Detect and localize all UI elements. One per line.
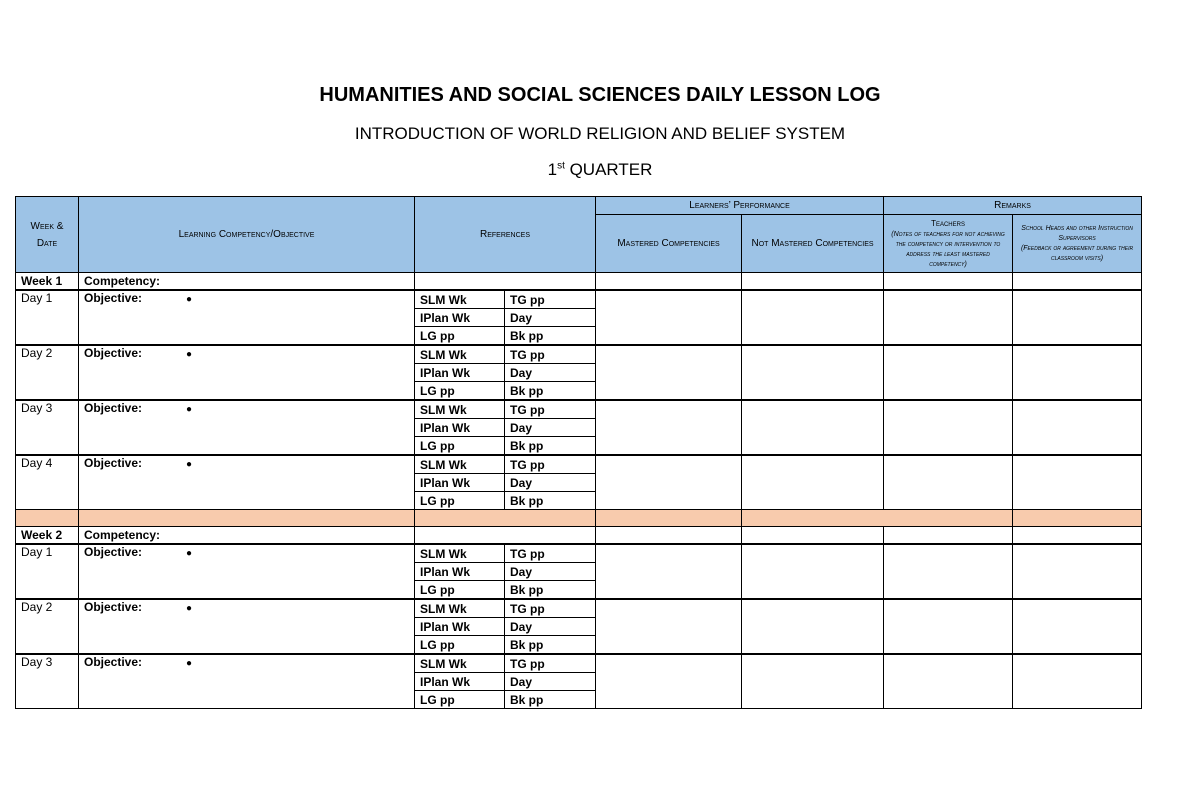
reference-lg: LG pp — [415, 437, 505, 456]
week-cell — [884, 527, 1013, 545]
reference-tg: TG pp — [505, 345, 596, 364]
objective-label: Objective: — [84, 655, 143, 669]
week-separator-row — [16, 510, 1142, 527]
day-row — [16, 400, 1142, 419]
objective-label: Objective: — [84, 600, 143, 614]
bullet-icon: ● — [186, 294, 193, 305]
day-row — [16, 599, 1142, 618]
objective-cell — [79, 455, 415, 510]
reference-bk: Bk pp — [505, 492, 596, 510]
day-label: Day 1 — [16, 290, 79, 345]
mastered-cell — [596, 290, 742, 345]
reference-day: Day — [505, 364, 596, 382]
mastered-cell — [596, 654, 742, 709]
header-not-mastered: Not Mastered Competencies — [742, 215, 884, 273]
objective-cell — [79, 654, 415, 709]
separator-cell — [16, 510, 79, 527]
reference-lg: LG pp — [415, 691, 505, 709]
week-cell — [415, 527, 596, 545]
week-cell — [884, 273, 1013, 291]
subject-title: INTRODUCTION OF WORLD RELIGION AND BELIEF SYSTEM — [354, 124, 846, 143]
bullet-icon: ● — [186, 603, 193, 614]
reference-bk: Bk pp — [505, 327, 596, 346]
mastered-cell — [596, 400, 742, 455]
week-label: Week 2 — [16, 527, 79, 545]
not-mastered-cell — [742, 654, 884, 709]
bullet-icon: ● — [186, 459, 193, 470]
teachers-cell — [884, 290, 1013, 345]
reference-day: Day — [505, 419, 596, 437]
reference-slm: SLM Wk — [415, 400, 505, 419]
not-mastered-cell — [742, 544, 884, 599]
reference-bk: Bk pp — [505, 382, 596, 401]
reference-slm: SLM Wk — [415, 290, 505, 309]
header-learners-performance: Learners’ Performance — [596, 197, 884, 215]
reference-bk: Bk pp — [505, 581, 596, 600]
week-row — [16, 273, 1142, 291]
reference-tg: TG pp — [505, 290, 596, 309]
reference-lg: LG pp — [415, 636, 505, 655]
header-mastered: Mastered Competencies — [596, 215, 742, 273]
reference-bk: Bk pp — [505, 437, 596, 456]
reference-lg: LG pp — [415, 382, 505, 401]
bullet-icon: ● — [186, 404, 193, 415]
objective-label: Objective: — [84, 456, 143, 470]
reference-iplan: IPlan Wk — [415, 618, 505, 636]
quarter-word: QUARTER — [569, 160, 653, 179]
bullet-icon: ● — [186, 349, 193, 360]
page-title: HUMANITIES AND SOCIAL SCIENCES DAILY LESSON LOG — [319, 84, 881, 106]
objective-label: Objective: — [84, 401, 143, 415]
week-label: Week 1 — [16, 273, 79, 291]
school-heads-cell — [1013, 345, 1142, 400]
lesson-log-table — [15, 196, 1142, 709]
week-row — [16, 527, 1142, 545]
objective-label: Objective: — [84, 545, 143, 559]
teachers-cell — [884, 455, 1013, 510]
school-heads-cell — [1013, 599, 1142, 654]
teachers-cell — [884, 654, 1013, 709]
reference-tg: TG pp — [505, 455, 596, 474]
day-row — [16, 290, 1142, 309]
day-label: Day 2 — [16, 345, 79, 400]
school-heads-cell — [1013, 654, 1142, 709]
mastered-cell — [596, 599, 742, 654]
separator-cell — [742, 510, 1013, 527]
school-heads-cell — [1013, 544, 1142, 599]
separator-cell — [596, 510, 742, 527]
week-cell — [596, 273, 742, 291]
school-heads-label: School Heads and other Instruction Supervisors — [1021, 224, 1133, 242]
header-teachers — [884, 215, 1013, 273]
day-label: Day 2 — [16, 599, 79, 654]
reference-tg: TG pp — [505, 544, 596, 563]
quarter-suffix: st — [557, 160, 565, 172]
reference-day: Day — [505, 673, 596, 691]
objective-cell — [79, 345, 415, 400]
reference-bk: Bk pp — [505, 636, 596, 655]
teachers-label: Teachers — [931, 218, 965, 228]
day-label: Day 4 — [16, 455, 79, 510]
reference-iplan: IPlan Wk — [415, 474, 505, 492]
reference-tg: TG pp — [505, 654, 596, 673]
not-mastered-cell — [742, 400, 884, 455]
reference-slm: SLM Wk — [415, 654, 505, 673]
reference-lg: LG pp — [415, 492, 505, 510]
objective-cell — [79, 400, 415, 455]
school-heads-cell — [1013, 400, 1142, 455]
objective-cell — [79, 544, 415, 599]
day-row — [16, 544, 1142, 563]
day-label: Day 1 — [16, 544, 79, 599]
mastered-cell — [596, 455, 742, 510]
school-heads-cell — [1013, 290, 1142, 345]
objective-label: Objective: — [84, 291, 143, 305]
reference-iplan: IPlan Wk — [415, 309, 505, 327]
separator-cell — [1013, 510, 1142, 527]
header-school-heads — [1013, 215, 1142, 273]
teachers-note: (Notes of teachers for not achieving the competency or intervention to address the least mastered competency) — [891, 230, 1005, 268]
reference-day: Day — [505, 474, 596, 492]
not-mastered-cell — [742, 345, 884, 400]
competency-label: Competency: — [79, 527, 415, 545]
header-remarks: Remarks — [884, 197, 1142, 215]
reference-tg: TG pp — [505, 599, 596, 618]
not-mastered-cell — [742, 455, 884, 510]
reference-lg: LG pp — [415, 327, 505, 346]
reference-slm: SLM Wk — [415, 599, 505, 618]
teachers-cell — [884, 544, 1013, 599]
reference-iplan: IPlan Wk — [415, 364, 505, 382]
week-cell — [1013, 273, 1142, 291]
reference-bk: Bk pp — [505, 691, 596, 709]
week-cell — [742, 273, 884, 291]
objective-cell — [79, 599, 415, 654]
week-cell — [742, 527, 884, 545]
reference-day: Day — [505, 563, 596, 581]
teachers-cell — [884, 599, 1013, 654]
reference-slm: SLM Wk — [415, 345, 505, 364]
log-body — [16, 273, 1142, 709]
teachers-cell — [884, 400, 1013, 455]
reference-lg: LG pp — [415, 581, 505, 600]
week-cell — [596, 527, 742, 545]
reference-day: Day — [505, 618, 596, 636]
reference-slm: SLM Wk — [415, 544, 505, 563]
header-week-date: Week & Date — [16, 197, 79, 273]
day-label: Day 3 — [16, 654, 79, 709]
day-row — [16, 345, 1142, 364]
not-mastered-cell — [742, 599, 884, 654]
quarter-number: 1 — [547, 160, 558, 179]
week-cell — [415, 273, 596, 291]
day-label: Day 3 — [16, 400, 79, 455]
reference-slm: SLM Wk — [415, 455, 505, 474]
reference-day: Day — [505, 309, 596, 327]
week-cell — [1013, 527, 1142, 545]
day-row — [16, 654, 1142, 673]
day-row — [16, 455, 1142, 474]
header-competency: Learning Competency/Objective — [79, 197, 415, 273]
bullet-icon: ● — [186, 548, 193, 559]
objective-cell — [79, 290, 415, 345]
header-references: References — [415, 197, 596, 273]
not-mastered-cell — [742, 290, 884, 345]
separator-cell — [415, 510, 596, 527]
objective-label: Objective: — [84, 346, 143, 360]
competency-label: Competency: — [79, 273, 415, 291]
quarter-title — [0, 160, 1200, 180]
reference-iplan: IPlan Wk — [415, 419, 505, 437]
school-heads-note: (Feedback or agreement during their classroom visits) — [1020, 244, 1134, 262]
separator-cell — [79, 510, 415, 527]
mastered-cell — [596, 345, 742, 400]
teachers-cell — [884, 345, 1013, 400]
reference-tg: TG pp — [505, 400, 596, 419]
reference-iplan: IPlan Wk — [415, 563, 505, 581]
reference-iplan: IPlan Wk — [415, 673, 505, 691]
school-heads-cell — [1013, 455, 1142, 510]
bullet-icon: ● — [186, 658, 193, 669]
mastered-cell — [596, 544, 742, 599]
